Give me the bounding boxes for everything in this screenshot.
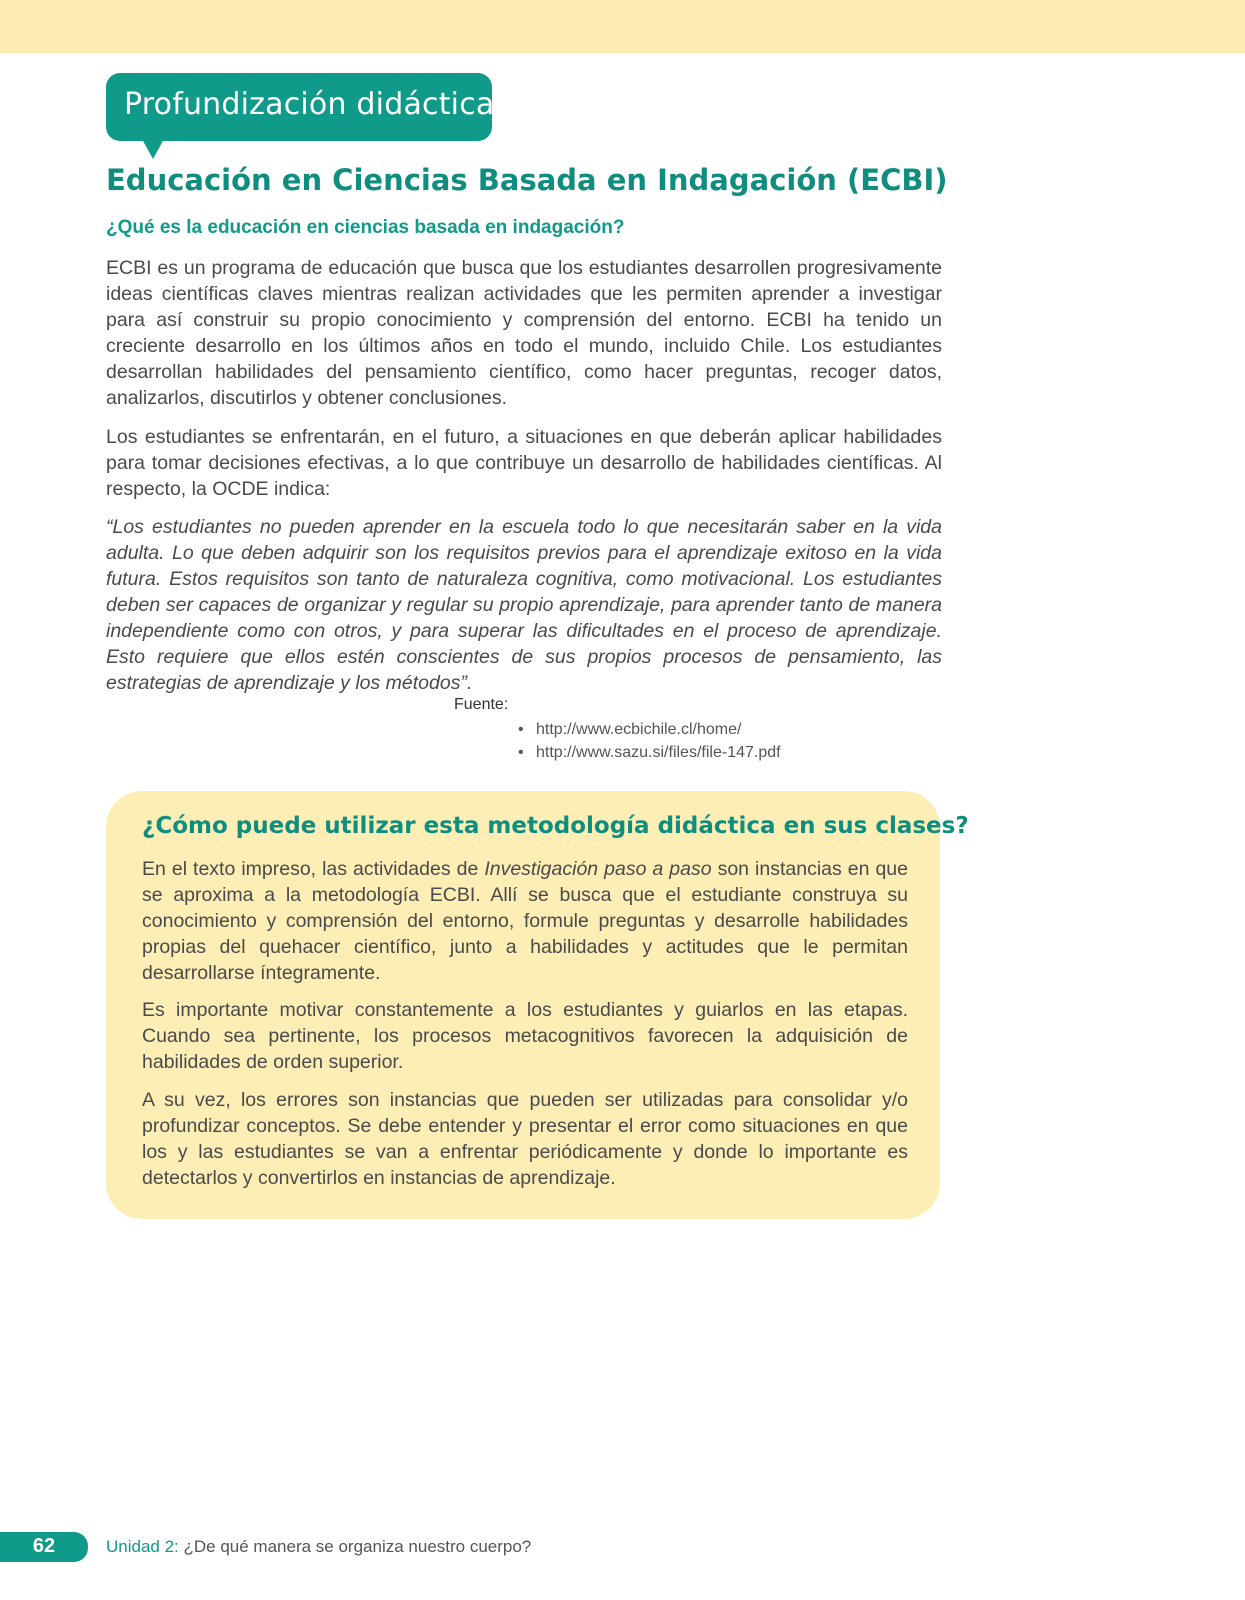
body-paragraph-1: ECBI es un programa de educación que busca que los estudiantes desarrollen progresivamente ideas científicas claves mientras realizan actividades que les permiten aprender a investigar para así construir su propio conocimiento y comprensión del entorno. ECBI ha tenido un creciente desarrollo en los últimos años en todo el mundo, incluido Chile. Los estudiantes desarrollan habilidades del pensamiento científico, como hacer preguntas, recoger datos, analizarlos, discutirlos y obtener conclusiones. xyxy=(106,257,942,409)
unit-label: Unidad 2: xyxy=(106,1537,179,1556)
section-tag xyxy=(106,73,495,141)
top-color-band xyxy=(0,0,1245,53)
source-list xyxy=(518,718,781,764)
speech-tail-icon xyxy=(142,139,164,159)
activity-name: Investigación paso a paso xyxy=(484,858,712,880)
unit-title: ¿De qué manera se organiza nuestro cuerpo? xyxy=(178,1537,532,1556)
page-number-tab xyxy=(0,1532,88,1562)
source-item xyxy=(518,718,781,741)
source-link[interactable]: http://www.ecbichile.cl/home/ xyxy=(536,721,742,738)
footer-unit xyxy=(106,1537,531,1557)
source-link[interactable]: http://www.sazu.si/files/file-147.pdf xyxy=(536,744,781,761)
page-title: Educación en Ciencias Basada en Indagación (ECBI) xyxy=(106,163,948,197)
bullet-icon: • xyxy=(518,744,524,761)
section-tag-label: Profundización didáctica xyxy=(124,87,495,122)
callout-paragraph-2: Es importante motivar constantemente a los estudiantes y guiarlos en las etapas. Cuando sea pertinente, los procesos metacognitivos favorecen la adquisición de habilidades de orden superior. xyxy=(142,999,908,1073)
methodology-callout xyxy=(106,791,969,1219)
section-subtitle: ¿Qué es la educación en ciencias basada en indagación? xyxy=(106,217,625,238)
ocde-quote: “Los estudiantes no pueden aprender en la escuela todo lo que necesitarán saber en la vida adulta. Lo que deben adquirir son los requisitos previos para el aprendizaje exitoso en la vida futura. Estos requisitos son tanto de naturaleza cognitiva, como motivacional. Los estudiantes deben ser capaces de organizar y regular su propio aprendizaje, para aprender tanto de manera independiente como con otros, y para superar las dificultades en el proceso de aprendizaje. Esto requiere que ellos estén conscientes de sus propios procesos de pensamiento, las estrategias de aprendizaje y los métodos”. xyxy=(106,516,942,694)
callout-paragraph-3: A su vez, los errores son instancias que pueden ser utilizadas para consolidar y/o profundizar conceptos. Se debe entender y presentar el error como situaciones en que los y las estudiantes se van a enfrentar periódicamente y donde lo importante es detectarlos y convertirlos en instancias de aprendizaje. xyxy=(142,1089,908,1189)
callout-text-segment: son instancias en que se aproxima a la metodología ECBI. Allí se busca que el estudiante construya su conocimiento y comprensión del entorno, formule preguntas y desarrolle habilidades propias del quehacer científico, junto a habilidades y actitudes que le permitan desarrollarse íntegramente. xyxy=(142,858,908,984)
source-item xyxy=(518,741,781,764)
source-label: Fuente: xyxy=(454,696,509,713)
bullet-icon: • xyxy=(518,721,524,738)
callout-text-segment: En el texto impreso, las actividades de xyxy=(142,858,485,880)
page-number: 62 xyxy=(32,1535,56,1557)
callout-paragraph-1 xyxy=(142,856,908,986)
callout-title: ¿Cómo puede utilizar esta metodología didáctica en sus clases? xyxy=(142,813,969,839)
body-paragraph-2: Los estudiantes se enfrentarán, en el futuro, a situaciones en que deberán aplicar habilidades para tomar decisiones efectivas, a lo que contribuye un desarrollo de habilidades científicas. Al respecto, la OCDE indica: xyxy=(106,426,942,500)
